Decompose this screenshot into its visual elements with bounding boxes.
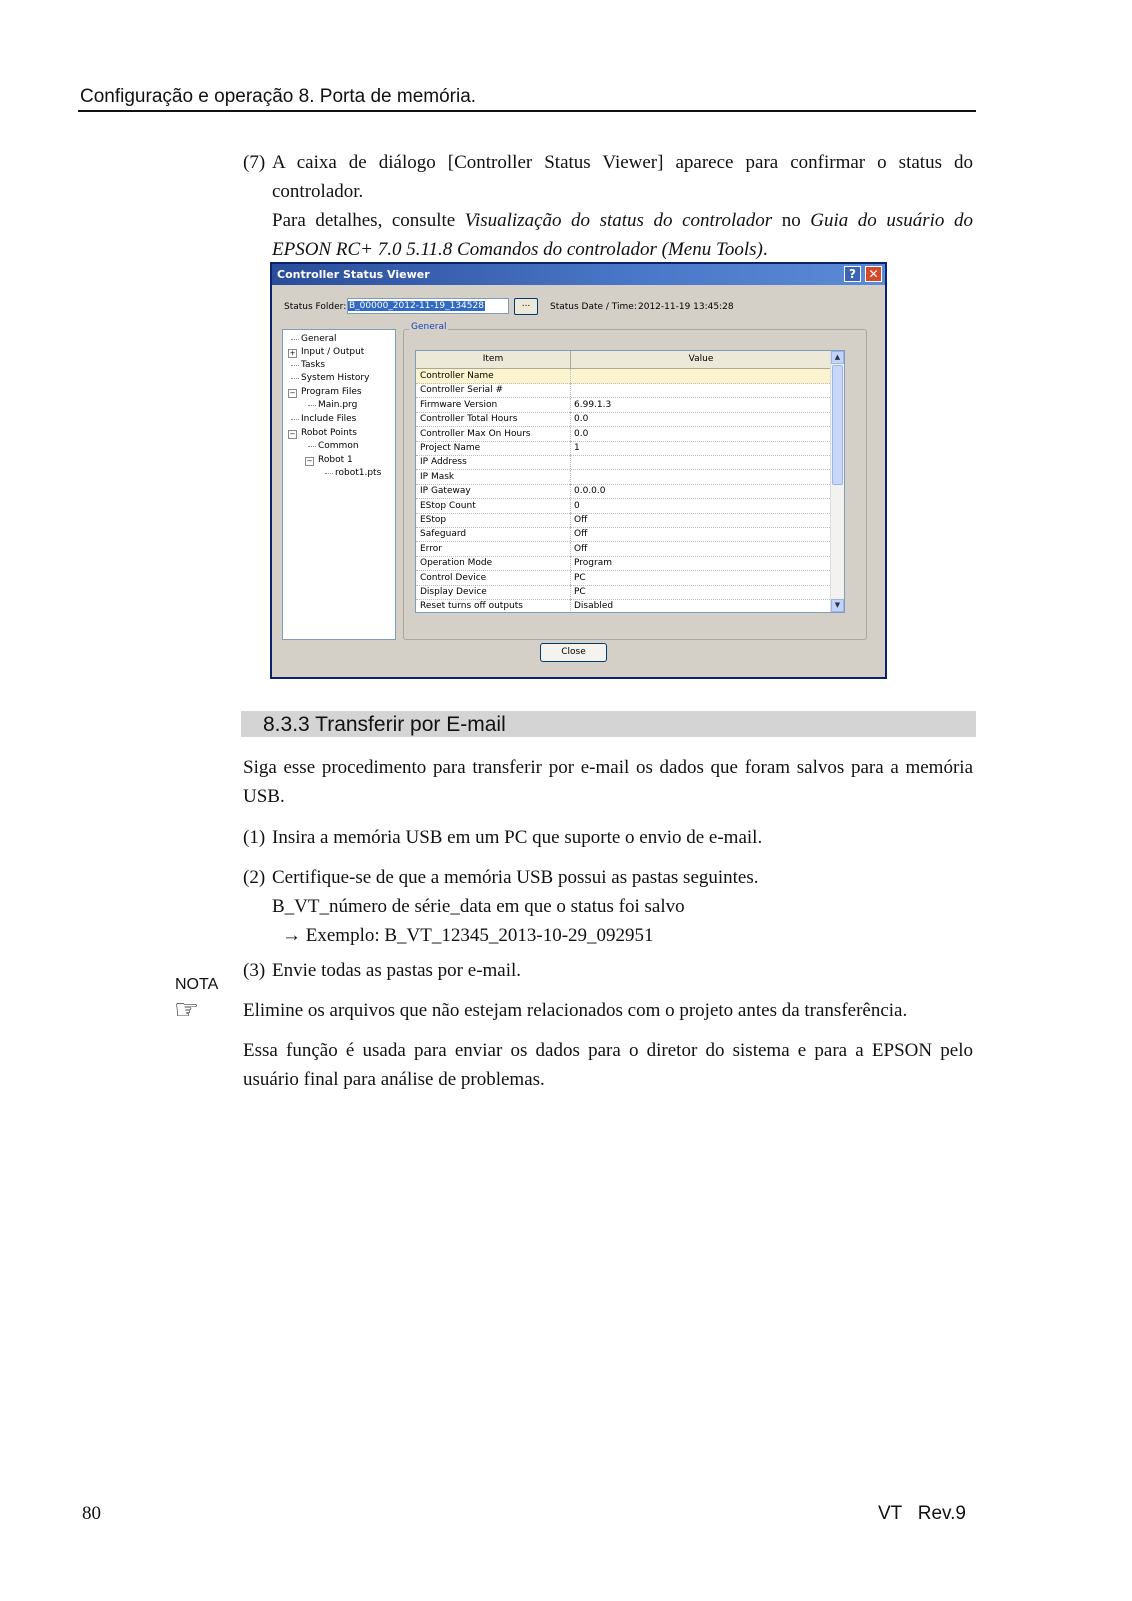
detail-suffix: . <box>762 239 768 260</box>
table-row[interactable] <box>416 441 836 456</box>
row-value: Program <box>574 558 612 569</box>
step-2-example: → Exemplo: B_VT_12345_2013-10-29_092951 <box>282 925 654 946</box>
help-icon[interactable]: ? <box>844 266 861 282</box>
table-row[interactable] <box>416 383 836 398</box>
cell-separator <box>570 556 572 570</box>
row-item: Controller Max On Hours <box>420 428 531 439</box>
status-tree[interactable] <box>282 329 396 640</box>
row-value: 6.99.1.3 <box>574 399 612 410</box>
row-value: 0 <box>574 500 580 511</box>
table-row[interactable] <box>416 369 836 384</box>
cell-separator <box>570 398 572 412</box>
row-item: EStop Count <box>420 500 476 511</box>
status-folder-input[interactable] <box>347 298 509 314</box>
tree-item-input-output[interactable]: Input / Output <box>301 347 365 357</box>
column-header-value[interactable]: Value <box>688 354 714 364</box>
table-row[interactable] <box>416 513 836 528</box>
section-title: 8.3.3 Transferir por E-mail <box>263 713 506 736</box>
close-button[interactable]: Close <box>540 643 607 662</box>
detail-ref-1: Visualização do status do controlador <box>464 210 773 231</box>
nota-label: NOTA <box>175 976 219 993</box>
general-group-label: General <box>411 322 447 332</box>
step-7 <box>243 148 973 264</box>
tree-connector <box>291 365 299 366</box>
vertical-scrollbar[interactable] <box>830 351 844 612</box>
cell-separator <box>570 441 572 455</box>
step-3-text: Envie todas as pastas por e-mail. <box>272 960 522 981</box>
page-number: 80 <box>82 1503 101 1524</box>
pointing-hand-icon: ☞ <box>174 993 200 1026</box>
tree-item-general[interactable]: General <box>301 334 337 344</box>
row-value: Off <box>574 543 588 554</box>
controller-status-viewer-dialog <box>270 262 887 679</box>
row-value: 1 <box>574 443 580 453</box>
footer-revision: VT Rev.9 <box>878 1503 966 1524</box>
row-item: Operation Mode <box>420 558 493 569</box>
table-row[interactable] <box>416 556 836 571</box>
row-item: Project Name <box>420 443 481 453</box>
grid-header <box>416 351 844 369</box>
table-row[interactable] <box>416 398 836 413</box>
row-item: Reset turns off outputs <box>420 601 523 612</box>
cell-separator <box>570 427 572 441</box>
row-value: 0.0.0.0 <box>574 486 606 497</box>
step-1-text: Insira a memória USB em um PC que suporte o envio de e-mail. <box>272 827 763 848</box>
row-item: Display Device <box>420 587 487 597</box>
row-value: Off <box>574 515 588 525</box>
tree-item-robot-points[interactable]: Robot Points <box>301 428 357 438</box>
tree-connector <box>308 405 316 406</box>
step-7-text: A caixa de diálogo [Controller Status Viewer] aparece para confirmar o status do controlador. <box>272 152 973 202</box>
tree-item-include-files[interactable]: Include Files <box>301 414 357 424</box>
nota-text-2: Essa função é usada para enviar os dados para o diretor do sistema e para a EPSON pelo usuário final para análise de problemas. <box>243 1040 973 1090</box>
column-header-item[interactable]: Item <box>482 354 504 364</box>
detail-prefix: Para detalhes, consulte <box>272 210 465 231</box>
status-folder-value: B_00000_2012-11-19_134528 <box>349 301 484 311</box>
nota-line-2 <box>243 1036 973 1094</box>
cell-separator <box>570 513 572 527</box>
page-header-title: Configuração e operação 8. Porta de memória. <box>80 86 477 107</box>
tree-item-robot-1[interactable]: Robot 1 <box>318 455 353 465</box>
tree-item-tasks[interactable]: Tasks <box>301 360 326 370</box>
tree-connector <box>291 419 299 420</box>
cell-separator <box>570 542 572 556</box>
row-item: IP Mask <box>420 471 455 482</box>
table-row[interactable] <box>416 470 836 485</box>
cell-separator <box>570 412 572 426</box>
table-row[interactable] <box>416 484 836 499</box>
scroll-thumb[interactable] <box>832 365 843 485</box>
tree-item-program-files[interactable]: Program Files <box>301 387 362 397</box>
step-number: (1) <box>243 827 266 848</box>
row-item: Controller Total Hours <box>420 414 518 425</box>
row-value: PC <box>574 587 586 597</box>
row-item: Control Device <box>420 572 487 583</box>
dialog-titlebar <box>272 264 885 285</box>
cell-separator <box>570 369 572 383</box>
detail-mid: no <box>772 210 811 231</box>
step-number: (7) <box>243 152 266 173</box>
tree-item-main-prg[interactable]: Main.prg <box>318 400 358 410</box>
row-value: 0.0 <box>574 428 589 439</box>
cell-separator <box>570 585 572 599</box>
step-7-detail <box>272 206 973 264</box>
table-row[interactable] <box>416 585 836 600</box>
cell-separator <box>570 527 572 541</box>
cell-separator <box>570 499 572 513</box>
cell-separator <box>570 383 572 397</box>
collapse-minus-icon[interactable]: − <box>289 389 296 397</box>
scroll-up-icon[interactable]: ▲ <box>831 351 844 364</box>
table-row[interactable] <box>416 527 836 542</box>
collapse-minus-icon[interactable]: − <box>306 457 313 465</box>
row-value: Off <box>574 529 588 540</box>
step-number: (3) <box>243 960 266 981</box>
step-1 <box>243 823 973 852</box>
tree-item-system-history[interactable]: System History <box>301 373 370 383</box>
table-row[interactable] <box>416 427 836 442</box>
section-heading-bar <box>241 711 976 737</box>
table-row[interactable] <box>416 571 836 586</box>
expand-plus-icon[interactable]: + <box>289 349 296 357</box>
cell-separator <box>570 484 572 498</box>
status-grid[interactable] <box>415 350 845 613</box>
row-item: IP Gateway <box>420 486 471 497</box>
row-value: PC <box>574 572 586 583</box>
table-row[interactable] <box>416 455 836 470</box>
row-item: Firmware Version <box>420 399 498 410</box>
cell-separator <box>570 455 572 469</box>
step-3 <box>243 956 973 985</box>
detail-ref-2: Guia do usuário do EPSON RC+ 7.0 5.11.8 Comandos do controlador (Menu Tools) <box>272 210 973 260</box>
status-date-value: 2012-11-19 13:45:28 <box>638 302 734 312</box>
dialog-title: Controller Status Viewer <box>277 268 430 281</box>
step-number: (2) <box>243 867 266 888</box>
row-item: Controller Serial # <box>420 385 503 396</box>
tree-connector <box>291 339 299 340</box>
tree-connector <box>291 378 299 379</box>
step-2-text: Certifique-se de que a memória USB possui as pastas seguintes. <box>272 867 759 888</box>
table-row[interactable] <box>416 542 836 557</box>
cell-separator <box>570 599 572 613</box>
status-date-label: Status Date / Time: <box>550 302 637 312</box>
intro-text: Siga esse procedimento para transferir por e-mail os dados que foram salvos para a memória USB. <box>243 757 973 807</box>
intro-paragraph <box>243 753 973 811</box>
status-folder-label: Status Folder: <box>284 302 347 312</box>
browse-button[interactable]: ... <box>514 298 538 315</box>
row-item: IP Address <box>420 457 467 468</box>
tree-item-robot1-pts[interactable]: robot1.pts <box>335 468 382 478</box>
nota-text-1: Elimine os arquivos que não estejam relacionados com o projeto antes da transferência. <box>243 1000 908 1021</box>
table-row[interactable] <box>416 599 836 613</box>
row-item: Controller Name <box>420 371 494 381</box>
collapse-minus-icon[interactable]: − <box>289 430 296 438</box>
nota-line-1 <box>243 996 973 1025</box>
row-item: EStop <box>420 515 447 525</box>
row-item: Safeguard <box>420 529 467 540</box>
row-value: 0.0 <box>574 414 589 425</box>
table-row[interactable] <box>416 412 836 427</box>
scroll-down-icon[interactable]: ▼ <box>831 599 844 612</box>
close-icon[interactable]: ✕ <box>865 266 882 282</box>
table-row[interactable] <box>416 499 836 514</box>
tree-connector <box>308 446 316 447</box>
row-value: Disabled <box>574 601 614 612</box>
step-2-folder-pattern: B_VT_número de série_data em que o status foi salvo <box>272 896 685 917</box>
step-2 <box>243 863 973 950</box>
cell-separator <box>570 470 572 484</box>
tree-item-common[interactable]: Common <box>318 441 359 451</box>
cell-separator <box>570 571 572 585</box>
tree-connector <box>325 473 333 474</box>
header-rule <box>78 110 976 112</box>
row-item: Error <box>420 543 442 554</box>
